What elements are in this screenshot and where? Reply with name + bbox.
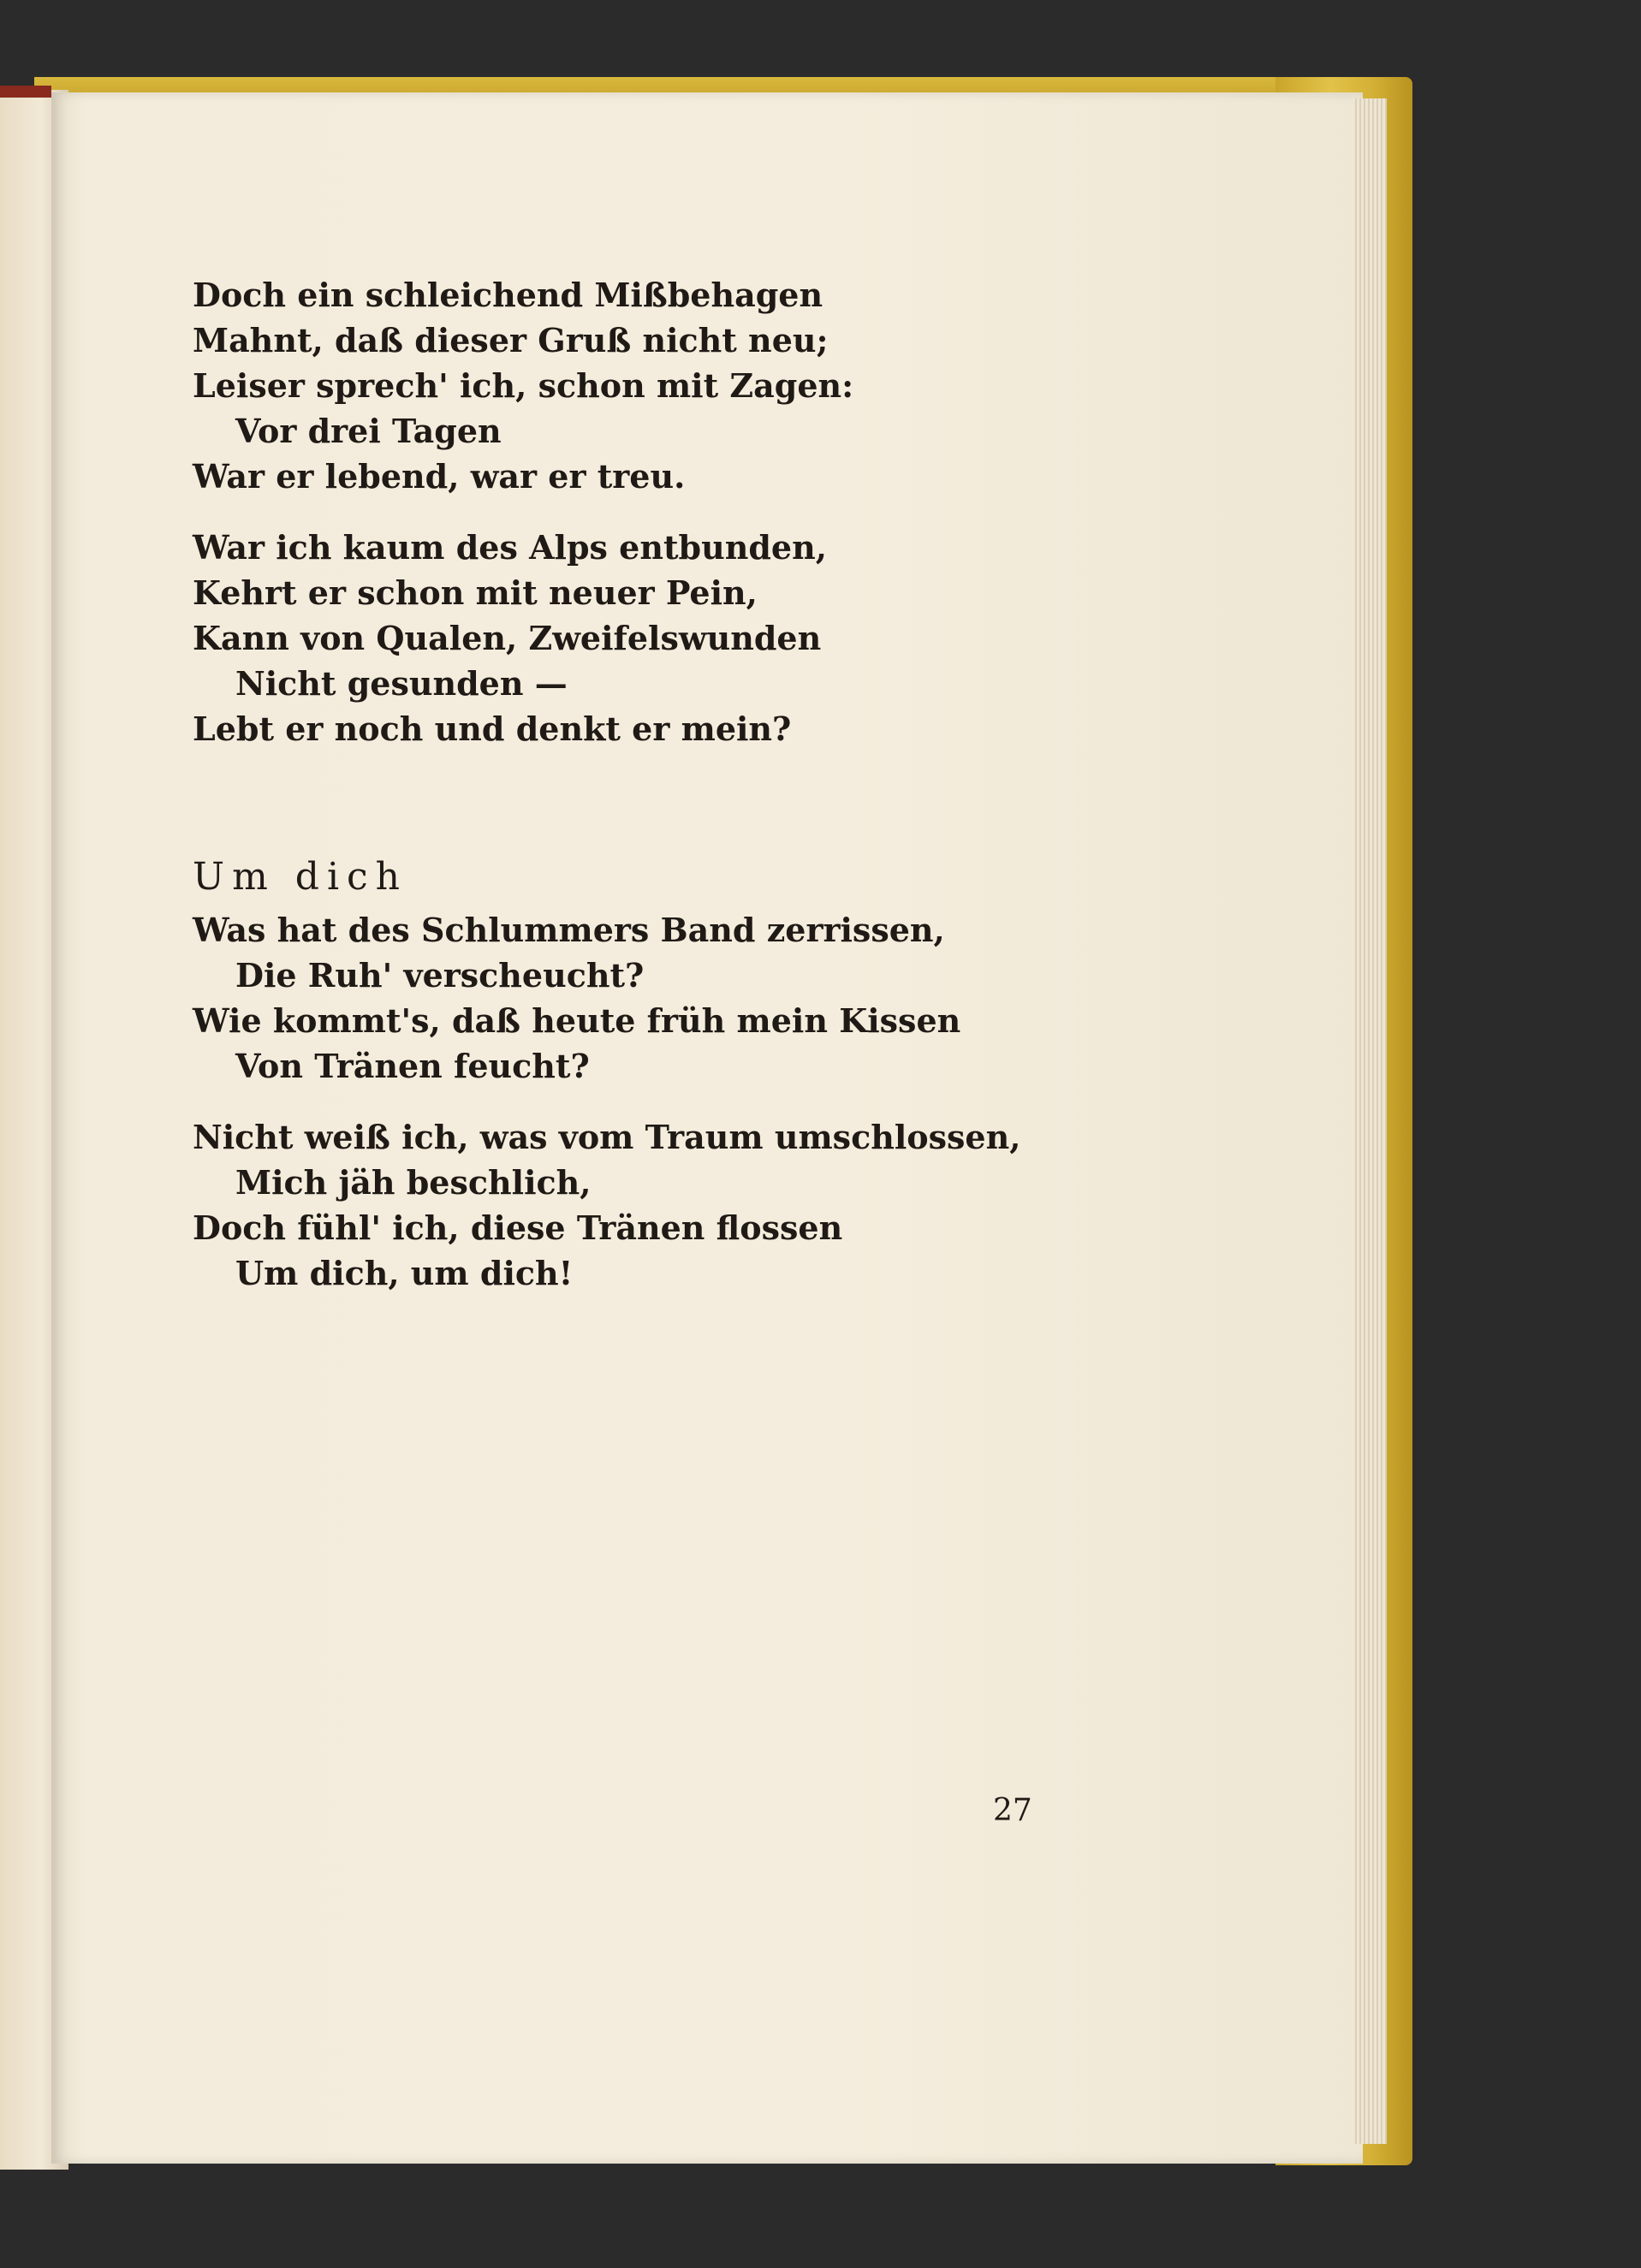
poem-line: Was hat des Schlummers Band zerrissen, bbox=[193, 911, 945, 949]
page-edges bbox=[1353, 98, 1387, 2144]
poem-line: Doch ein schleichend Mißbehagen bbox=[193, 276, 823, 314]
poem-title: Um dich bbox=[193, 855, 408, 899]
poem-line: Von Tränen feucht? bbox=[235, 1047, 590, 1085]
page-number: 27 bbox=[993, 1793, 1032, 1828]
poem-continuation bbox=[193, 272, 853, 751]
left-cover-corner bbox=[0, 86, 51, 98]
poem-line: Nicht weiß ich, was vom Traum umschlossen, bbox=[193, 1118, 1021, 1156]
poem-line: Kann von Qualen, Zweifelswunden bbox=[193, 619, 822, 657]
poem-line: Nicht gesunden — bbox=[235, 664, 568, 703]
poem-line: Doch fühl' ich, diese Tränen flossen bbox=[193, 1208, 843, 1247]
poem-line: Die Ruh' verscheucht? bbox=[235, 956, 645, 994]
poem-um-dich bbox=[193, 847, 1020, 1296]
poem-line: War er lebend, war er treu. bbox=[193, 457, 686, 496]
poem-line: War ich kaum des Alps entbunden, bbox=[193, 528, 827, 567]
poem-line: Leiser sprech' ich, schon mit Zagen: bbox=[193, 366, 854, 405]
poem-line: Wie kommt's, daß heute früh mein Kissen bbox=[193, 1001, 961, 1040]
poem-line: Vor drei Tagen bbox=[235, 412, 502, 450]
poem-line: Mich jäh beschlich, bbox=[235, 1163, 592, 1202]
poem-line: Kehrt er schon mit neuer Pein, bbox=[193, 573, 758, 612]
poem-line: Lebt er noch und denkt er mein? bbox=[193, 709, 792, 748]
poem-line: Um dich, um dich! bbox=[235, 1254, 574, 1292]
poem-line: Mahnt, daß dieser Gruß nicht neu; bbox=[193, 321, 829, 359]
